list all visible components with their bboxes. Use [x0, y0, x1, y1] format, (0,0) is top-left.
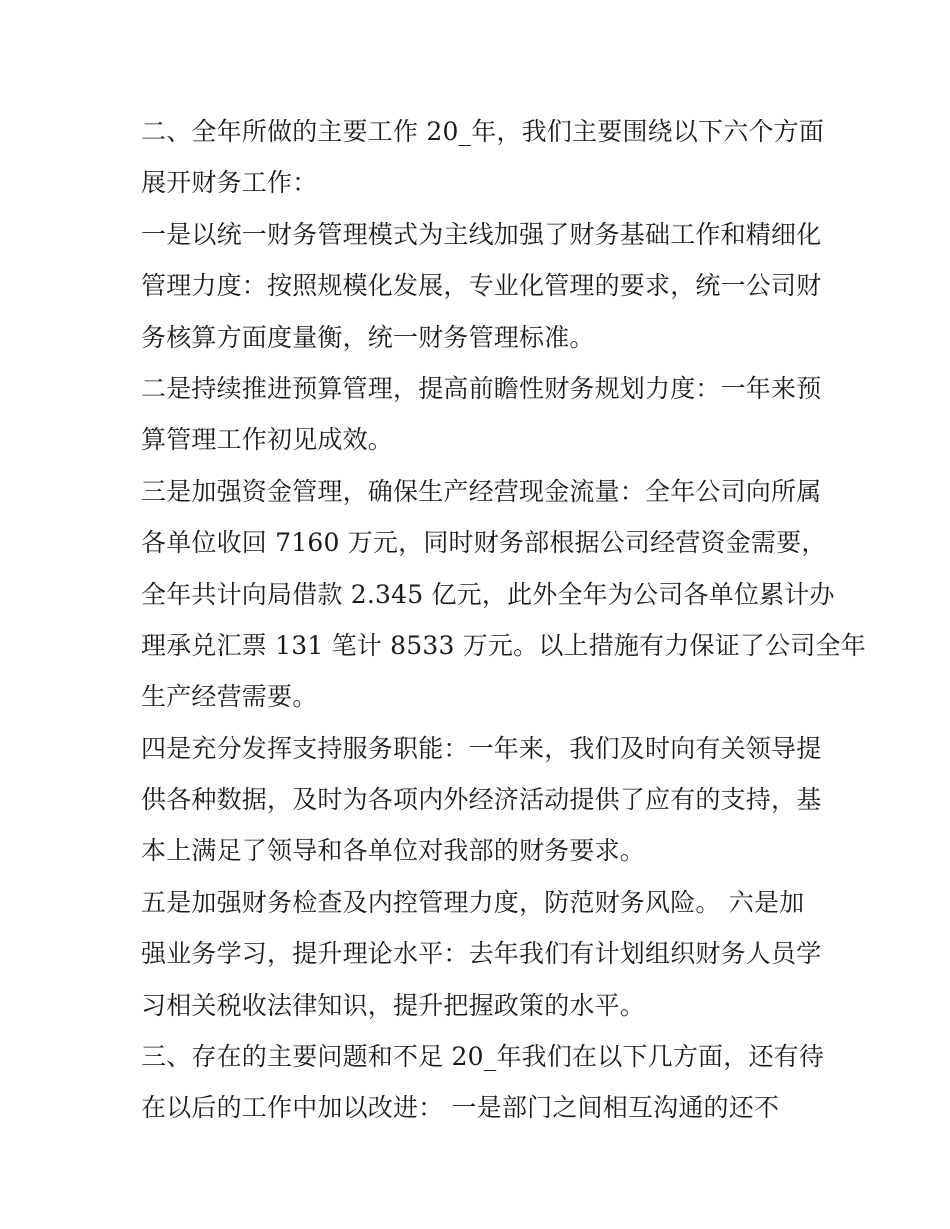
text-line: 展开财务工作：	[141, 168, 318, 198]
text-line: 四是充分发挥支持服务职能：一年来，我们及时向有关领导提	[141, 733, 822, 763]
text-line: 三是加强资金管理，确保生产经营现金流量：全年公司向所属	[141, 476, 822, 506]
text-line: 三、存在的主要问题和不足 20_年我们在以下几方面，还有待	[141, 1042, 825, 1072]
text-line: 管理力度：按照规模化发展，专业化管理的要求，统一公司财	[141, 271, 822, 301]
document-body	[141, 106, 866, 1134]
text-line: 一是以统一财务管理模式为主线加强了财务基础工作和精细化	[141, 219, 822, 249]
text-line: 务核算方面度量衡，统一财务管理标准。	[141, 322, 595, 352]
text-line: 二是持续推进预算管理，提高前瞻性财务规划力度：一年来预	[141, 373, 822, 403]
text-line: 全年共计向局借款 2.345 亿元，此外全年为公司各单位累计办	[141, 579, 835, 609]
text-line: 本上满足了领导和各单位对我部的财务要求。	[141, 836, 646, 866]
text-line: 二、全年所做的主要工作 20_年，我们主要围绕以下六个方面	[141, 117, 825, 146]
text-line: 各单位收回 7160 万元，同时财务部根据公司经营资金需要，	[141, 528, 827, 558]
text-line: 理承兑汇票 131 笔计 8533 万元。以上措施有力保证了公司全年	[141, 630, 866, 660]
text-line: 习相关税收法律知识，提升把握政策的水平。	[141, 990, 646, 1020]
text-line: 算管理工作初见成效。	[141, 425, 394, 455]
text-line: 五是加强财务检查及内控管理力度，防范财务风险。 六是加	[141, 887, 805, 917]
text-line: 供各种数据，及时为各项内外经济活动提供了应有的支持，基	[141, 785, 822, 815]
text-line: 在以后的工作中加以改进： 一是部门之间相互沟通的还不	[141, 1093, 780, 1123]
text-line: 生产经营需要。	[141, 682, 318, 712]
text-line: 强业务学习，提升理论水平：去年我们有计划组织财务人员学	[141, 939, 822, 969]
